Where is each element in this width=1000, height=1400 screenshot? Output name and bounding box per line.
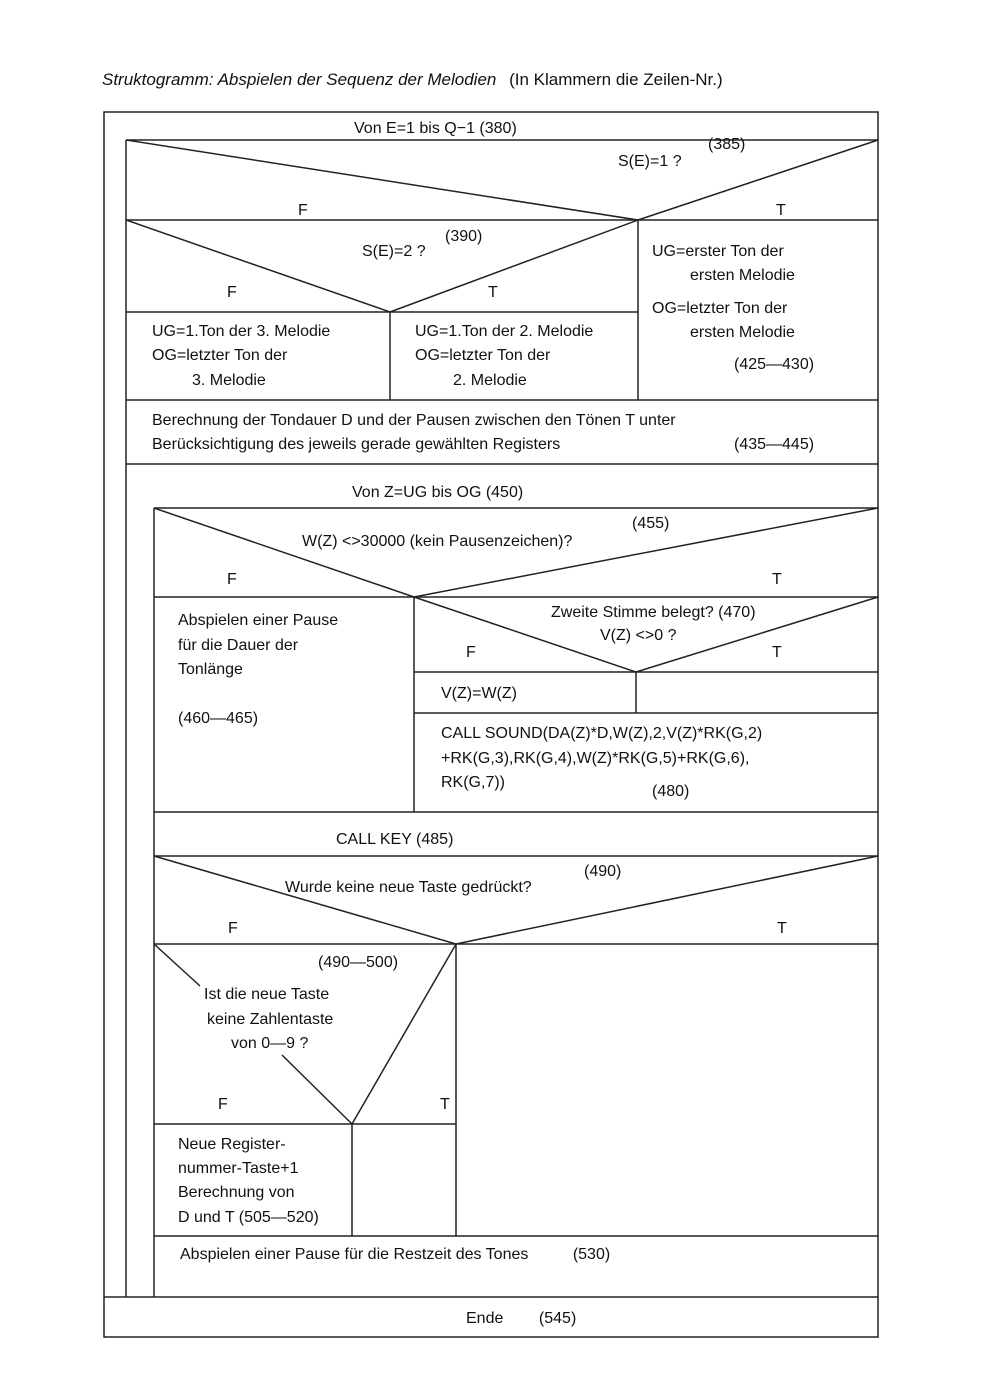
- calc-line2: Berücksichtigung des jeweils gerade gewählten Registers: [152, 436, 561, 453]
- cond-w-line: (455): [632, 515, 670, 532]
- cond-se2-false: F: [227, 284, 237, 301]
- register-line4: D und T (505—520): [178, 1209, 319, 1226]
- cond-key-true: T: [777, 920, 787, 937]
- pause-line3: Tonlänge: [178, 661, 243, 678]
- calc-line-ref: (435—445): [734, 436, 815, 453]
- cond-se1-false: F: [298, 202, 308, 219]
- melodie2-line1: UG=1.Ton der 2. Melodie: [415, 323, 594, 340]
- cond-digit-true: T: [440, 1096, 450, 1113]
- cond-w-false: F: [227, 571, 237, 588]
- outer-loop-label: Von E=1 bis Q−1 (380): [354, 120, 517, 137]
- pause-line2: für die Dauer der: [178, 637, 299, 654]
- cond-key-text: Wurde keine neue Taste gedrückt?: [285, 879, 532, 896]
- register-line3: Berechnung von: [178, 1184, 295, 1201]
- cond-digit-line: (490—500): [318, 954, 399, 971]
- pause-line1: Abspielen einer Pause: [178, 612, 339, 629]
- caption-note: (In Klammern die Zeilen-Nr.): [509, 70, 723, 89]
- cond-v-false: F: [466, 644, 476, 661]
- melodie2-line2: OG=letzter Ton der: [415, 347, 551, 364]
- cond-se2-text: S(E)=2 ?: [362, 243, 426, 260]
- call-key-label: CALL KEY (485): [336, 831, 454, 848]
- se1-true-line2: ersten Melodie: [690, 267, 795, 284]
- cond-se2-line: (390): [445, 228, 483, 245]
- se1-true-line3: OG=letzter Ton der: [652, 300, 788, 317]
- caption-title: Struktogramm: Abspielen der Sequenz der Melodien: [102, 70, 497, 89]
- assign-v: V(Z)=W(Z): [441, 685, 517, 702]
- call-sound-line3: RK(G,7)): [441, 774, 505, 791]
- cond-v-true: T: [772, 644, 782, 661]
- call-sound-line1: CALL SOUND(DA(Z)*D,W(Z),2,V(Z)*RK(G,2): [441, 725, 763, 742]
- cond-digit-line2: keine Zahlentaste: [207, 1011, 334, 1028]
- cond-v-line2: V(Z) <>0 ?: [600, 627, 677, 644]
- se1-true-line1: UG=erster Ton der: [652, 243, 784, 260]
- melodie3-line3: 3. Melodie: [192, 372, 266, 389]
- cond-w-text: W(Z) <>30000 (kein Pausenzeichen)?: [302, 533, 573, 550]
- melodie3-line1: UG=1.Ton der 3. Melodie: [152, 323, 331, 340]
- cond-digit-line3: von 0—9 ?: [231, 1035, 309, 1052]
- cond-digit-false: F: [218, 1096, 228, 1113]
- se1-true-line-ref: (425—430): [734, 356, 815, 373]
- cond-se1-line: (385): [708, 136, 746, 153]
- rest-pause-label: Abspielen einer Pause für die Restzeit des Tones (530): [180, 1246, 611, 1263]
- cond-se1-diag-left: [126, 140, 638, 220]
- cond-w-true: T: [772, 571, 782, 588]
- cond-se1-text: S(E)=1 ?: [618, 153, 682, 170]
- melodie3-line2: OG=letzter Ton der: [152, 347, 288, 364]
- inner-loop-label: Von Z=UG bis OG (450): [352, 484, 524, 501]
- call-sound-line-ref: (480): [652, 783, 690, 800]
- melodie2-line3: 2. Melodie: [453, 372, 527, 389]
- call-sound-line2: +RK(G,3),RK(G,4),W(Z)*RK(G,5)+RK(G,6),: [441, 750, 750, 767]
- pause-line-ref: (460—465): [178, 710, 259, 727]
- cond-digit-line1: Ist die neue Taste: [204, 986, 330, 1003]
- end-label: Ende (545): [466, 1310, 577, 1327]
- register-line2: nummer-Taste+1: [178, 1160, 299, 1177]
- cond-key-false: F: [228, 920, 238, 937]
- cond-v-line1: Zweite Stimme belegt? (470): [551, 604, 756, 621]
- register-line1: Neue Register-: [178, 1136, 286, 1153]
- cond-se2-true: T: [488, 284, 498, 301]
- cond-key-line: (490): [584, 863, 622, 880]
- calc-line1: Berechnung der Tondauer D und der Pausen zwischen den Tönen T unter: [152, 412, 676, 429]
- se1-true-line4: ersten Melodie: [690, 324, 795, 341]
- cond-se1-true: T: [776, 202, 786, 219]
